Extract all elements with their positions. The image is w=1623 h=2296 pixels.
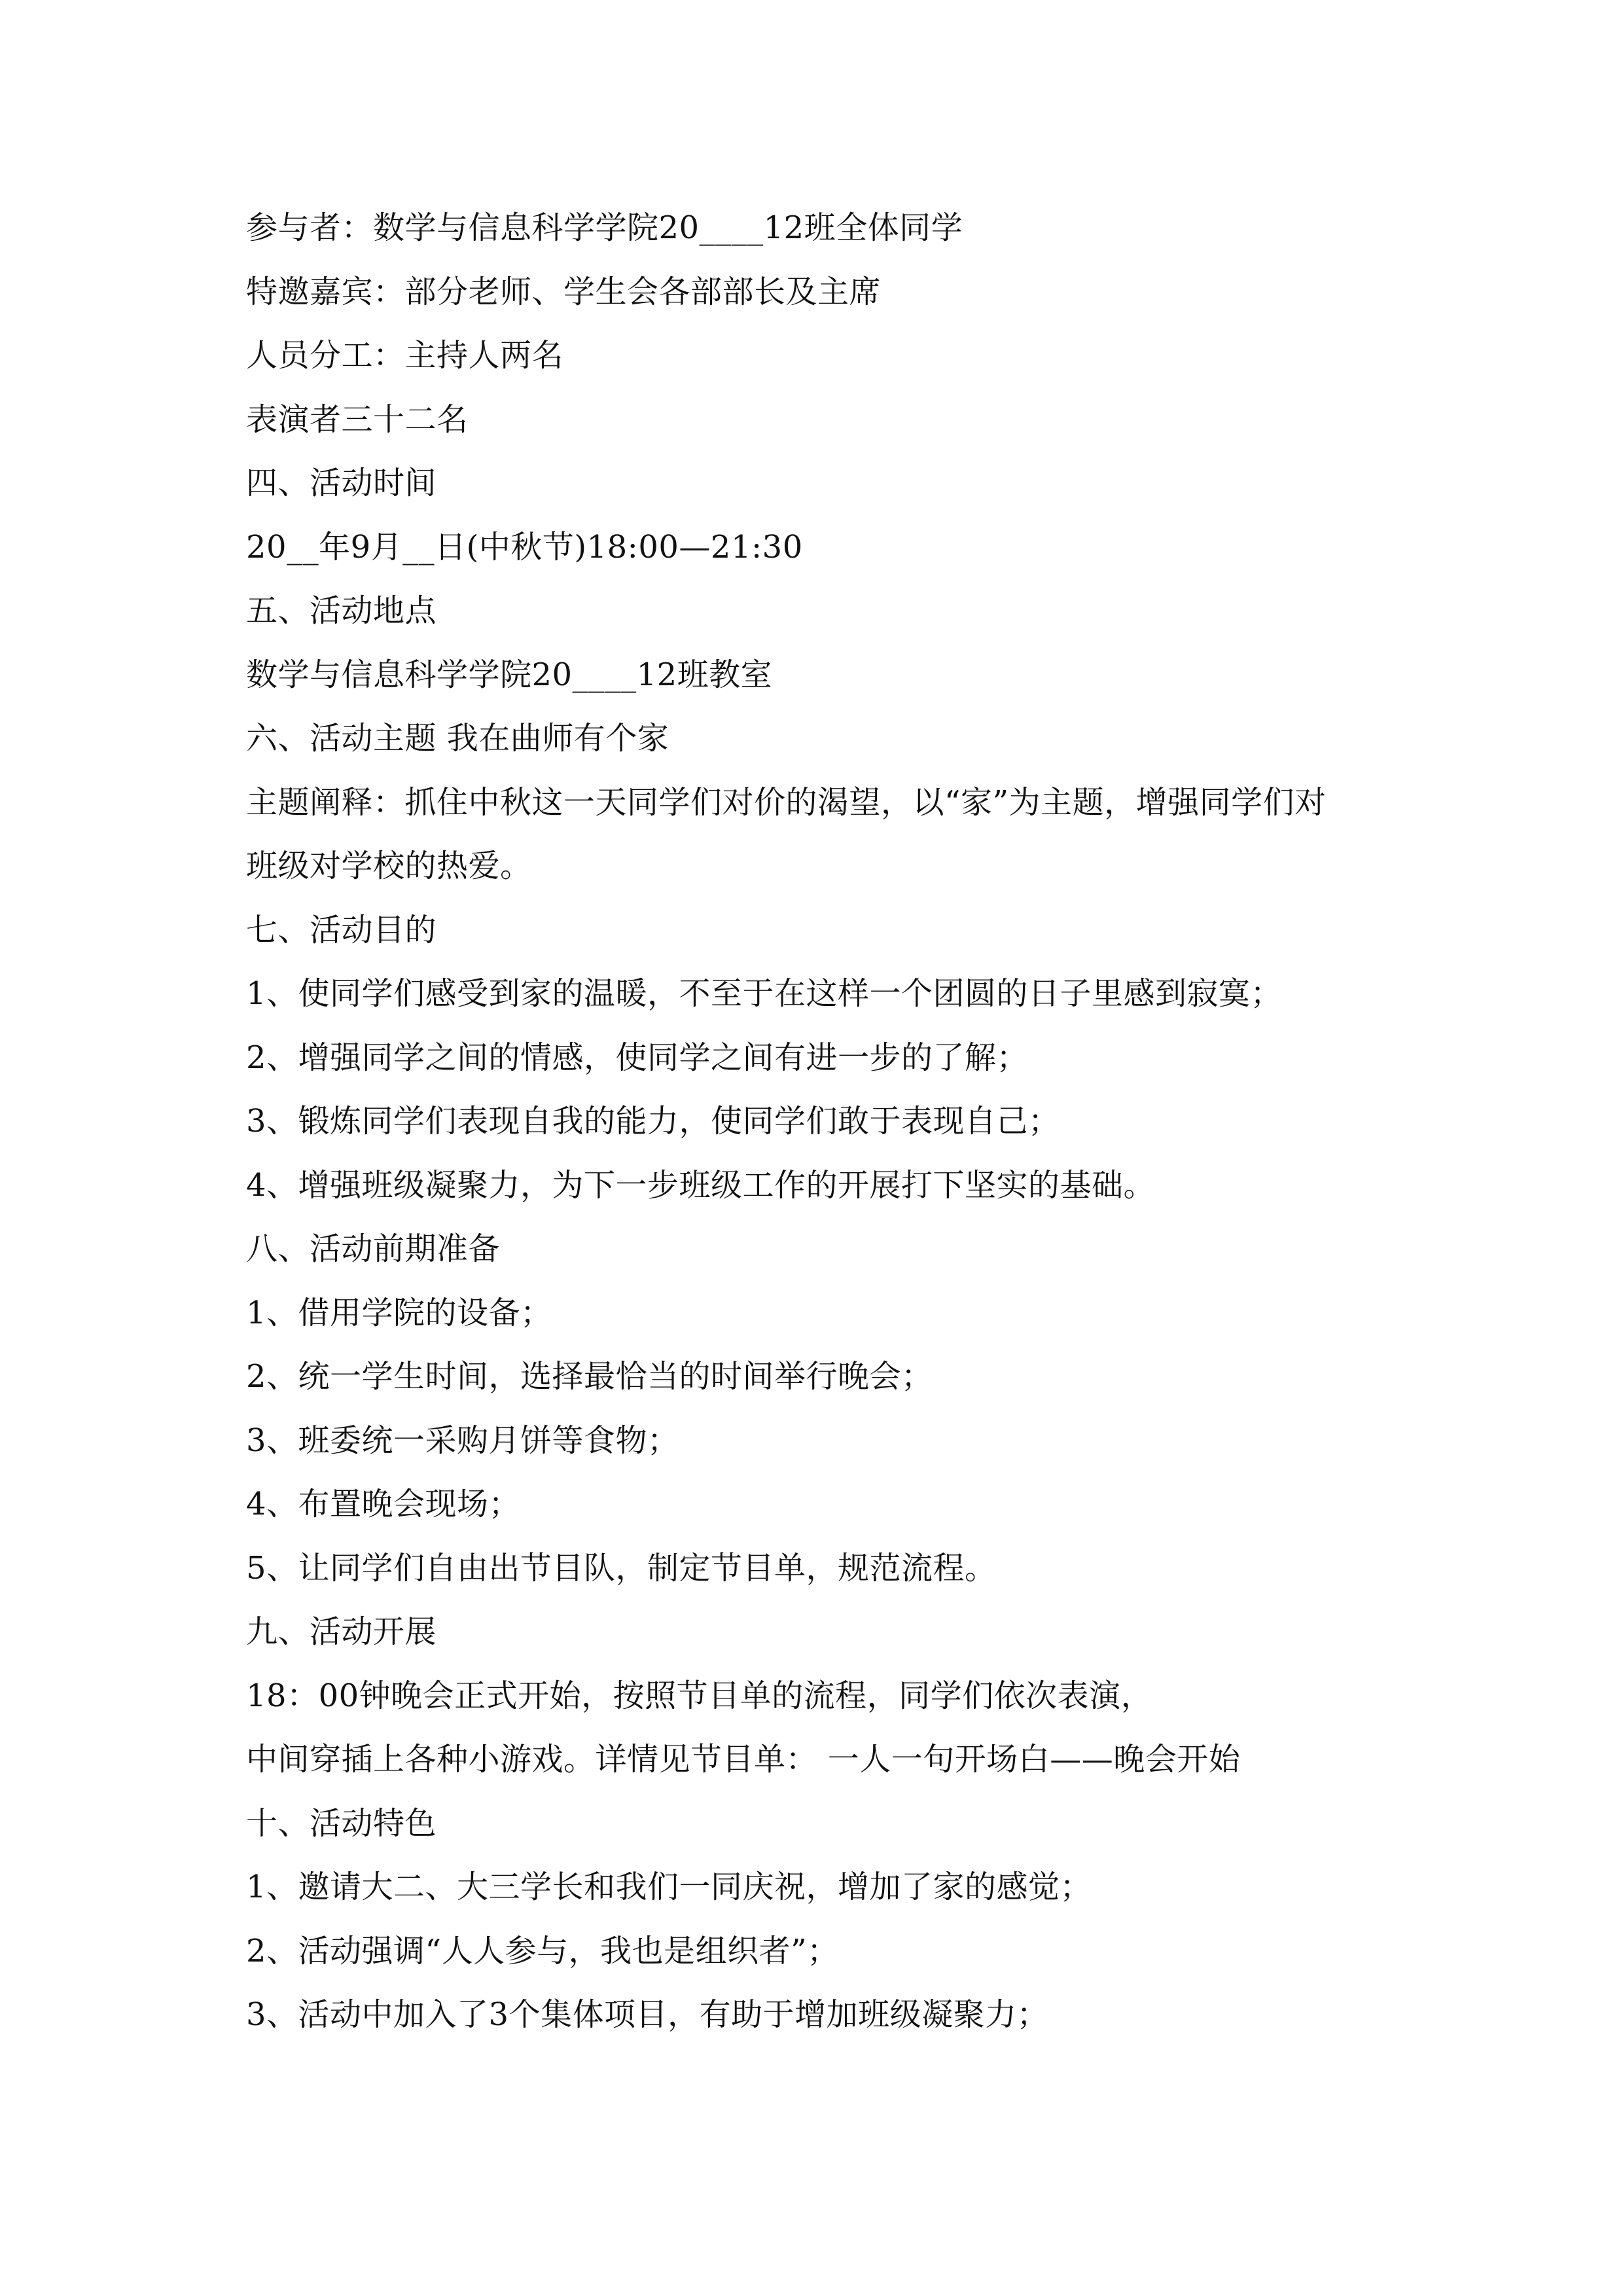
- staff-line: 人员分工：主持人两名: [246, 337, 564, 374]
- location-line: 数学与信息科学学院20____12班教室: [246, 656, 773, 693]
- feature-item: 1、邀请大二、大三学长和我们一同庆祝，增加了家的感觉；: [246, 1869, 1092, 1905]
- activity-line-2: 中间穿插上各种小游戏。详情见节目单： 一人一句开场白——晚会开始: [246, 1741, 1241, 1778]
- section-heading-purpose: 七、活动目的: [246, 911, 437, 948]
- section-heading-features: 十、活动特色: [246, 1804, 437, 1842]
- preparation-item: 5、让同学们自由出节目队，制定节目单，规范流程。: [246, 1549, 997, 1587]
- section-heading-location: 五、活动地点: [246, 592, 437, 629]
- theme-explanation-line-1: 主题阐释：抓住中秋这一天同学们对价的渴望，以“家”为主题，增强同学们对: [246, 783, 1327, 821]
- purpose-item: 2、增强同学之间的情感，使同学之间有进一步的了解；: [246, 1039, 1029, 1076]
- preparation-item: 4、布置晚会现场；: [246, 1486, 521, 1522]
- purpose-item: 3、锻炼同学们表现自我的能力，使同学们敢于表现自己；: [246, 1103, 1060, 1139]
- theme-explanation-line-2: 班级对学校的热爱。: [246, 848, 532, 884]
- document-body: [246, 196, 1398, 2047]
- section-heading-activity: 九、活动开展: [246, 1613, 437, 1650]
- performers-line: 表演者三十二名: [246, 401, 469, 438]
- preparation-item: 3、班委统一采购月饼等食物；: [246, 1422, 679, 1459]
- purpose-item: 1、使同学们感受到家的温暖，不至于在这样一个团圆的日子里感到寂寞；: [246, 975, 1283, 1012]
- activity-line-1: 18：00钟晚会正式开始，按照节目单的流程，同学们依次表演，: [246, 1677, 1153, 1714]
- time-line: 20__年9月__日(中秋节)18:00—21:30: [246, 528, 803, 565]
- purpose-item: 4、增强班级凝聚力，为下一步班级工作的开展打下坚实的基础。: [246, 1166, 1156, 1204]
- guests-line: 特邀嘉宾：部分老师、学生会各部部长及主席: [246, 273, 882, 310]
- section-heading-time: 四、活动时间: [246, 465, 437, 501]
- preparation-item: 2、统一学生时间，选择最恰当的时间举行晚会；: [246, 1358, 933, 1395]
- section-heading-preparation: 八、活动前期准备: [246, 1230, 501, 1267]
- feature-item: 2、活动强调“人人参与，我也是组织者”；: [246, 1932, 839, 1969]
- feature-item: 3、活动中加入了3个集体项目，有助于增加班级凝聚力；: [246, 1996, 1049, 2033]
- preparation-item: 1、借用学院的设备；: [246, 1294, 552, 1331]
- participants-line: 参与者：数学与信息科学学院20____12班全体同学: [246, 209, 963, 246]
- section-heading-theme: 六、活动主题 我在曲师有个家: [246, 720, 669, 757]
